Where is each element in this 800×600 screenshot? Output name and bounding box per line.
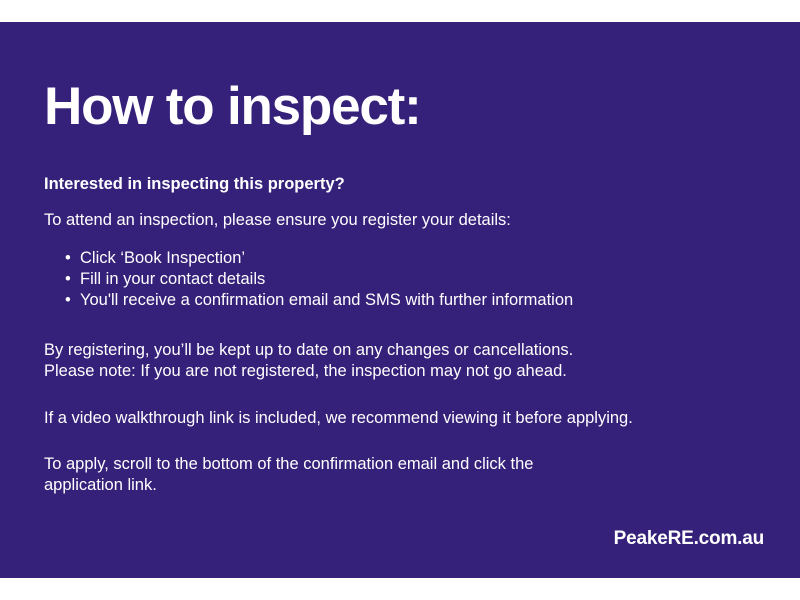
paragraph-line: By registering, you’ll be kept up to date on any changes or cancellations. (44, 341, 574, 360)
list-item-label: Click ‘Book Inspection’ (80, 249, 246, 267)
list-item-label: Fill in your contact details (80, 270, 266, 289)
list-item (44, 290, 764, 311)
list-item-label: You'll receive a confirmation email and SMS with further information (80, 291, 574, 310)
bullet-icon: • (65, 291, 71, 310)
subheading: Interested in inspecting this property? (44, 175, 345, 193)
paragraph-apply (44, 429, 764, 496)
paragraph-line: application link. (44, 475, 157, 494)
paragraph-line: To apply, scroll to the bottom of the confirmation email and click the (44, 454, 534, 473)
paragraph-video-walkthrough (44, 383, 764, 429)
brand-footer: PeakeRE.com.au (613, 528, 764, 549)
lead-text: To attend an inspection, please ensure you register your details: (44, 211, 511, 229)
paragraph-registering (44, 311, 764, 382)
list-item (44, 269, 764, 290)
slide-content (44, 22, 764, 578)
page-title: How to inspect: (44, 77, 421, 136)
paragraph-line: Please note: If you are not registered, the inspection may not go ahead. (44, 362, 567, 381)
steps-list (44, 230, 764, 311)
paragraph-line: If a video walkthrough link is included, we recommend viewing it before applying. (44, 408, 633, 427)
bullet-icon: • (65, 249, 71, 267)
slide-card (0, 22, 800, 578)
list-item (44, 248, 764, 269)
bullet-icon: • (65, 270, 71, 289)
